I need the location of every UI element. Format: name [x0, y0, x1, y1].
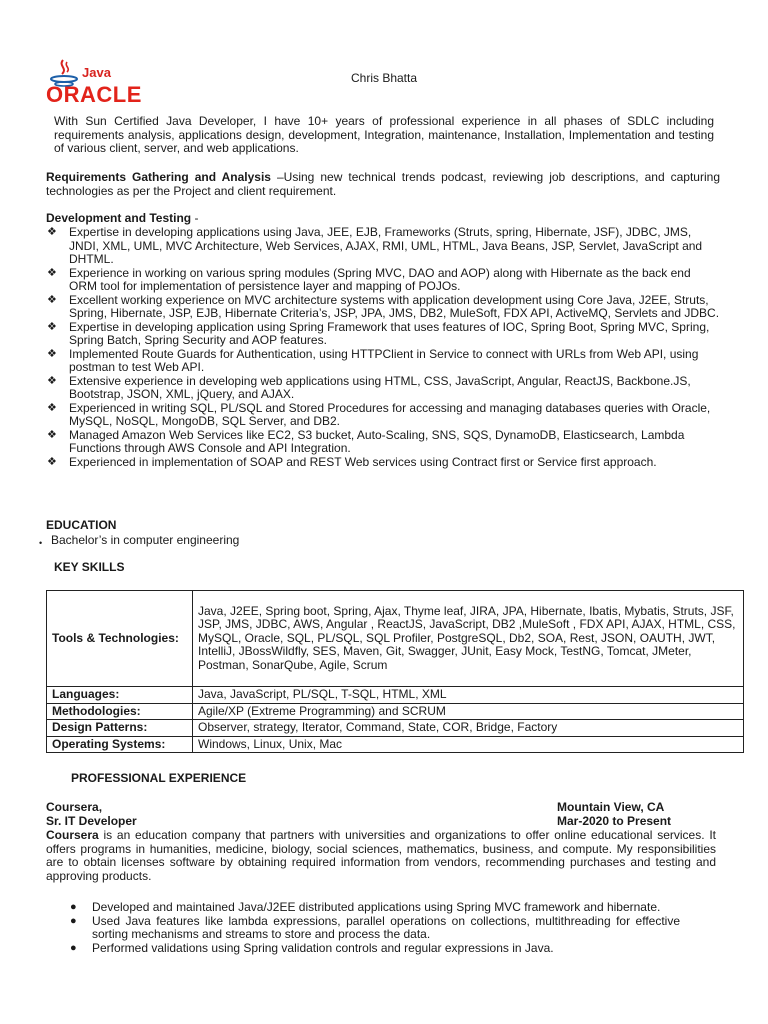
skills-table	[46, 590, 744, 753]
experience-heading: PROFESSIONAL EXPERIENCE	[71, 771, 247, 785]
diamond-bullet-icon: ❖	[47, 455, 57, 468]
dot-bullet-icon: ●	[70, 901, 77, 913]
bullet-icon: •	[39, 538, 43, 548]
list-item: ❖ Expertise in developing applications using Java, JEE, EJB, Frameworks (Struts, spring, Hibernate, JSF), JDBC, JMS, JNDI, XML, UML, MVC Architecture, Web Services, AJAX, RMI, UML, HTML, Java Beans, JSP, Servlet, JavaScript and DHTML.	[47, 225, 703, 266]
development-heading: Development and Testing -	[46, 211, 199, 225]
skill-value: Java, J2EE, Spring boot, Spring, Ajax, Thyme leaf, JIRA, JPA, Hibernate, Ibatis, Mybatis, Struts, JSF, JSP, JMS, JDBC, AWS, Angular , ReactJS, JavaScript, DB2 ,MuleSoft , FDX API, AJAX, HTML, CSS, MySQL, Oracle, SQL, PL/SQL, SQL Profiler, PostgreSQL, Db2, SOA, Rest, JSON, OAUTH, JWT, IntelliJ, JBossWildfly, SES, Maven, Git, Swagger, JUnit, Easy Mock, TestNG, Tomcat, JMeter, Postman, SonarQube, Agile, Scrum	[193, 591, 744, 687]
table-row	[47, 720, 744, 737]
list-item: ❖ Experience in working on various spring modules (Spring MVC, DAO and AOP) along with Hibernate as the back end ORM tool for implementation of persistence layer and mapping of POJOs.	[47, 265, 691, 293]
candidate-name: Chris Bhatta	[350, 71, 418, 85]
list-item: ❖ Experienced in writing SQL, PL/SQL and Stored Procedures for accessing and managing databases queries with Oracle, MySQL, NoSQL, MongoDB, SQL Server, and DB2.	[47, 400, 711, 428]
diamond-bullet-icon: ❖	[47, 401, 57, 414]
requirements-text: –Using new technical trends podcast, reviewing job descriptions, and capturing technologies as per the Project and client requirement.	[46, 170, 720, 198]
skill-label: Design Patterns:	[47, 720, 193, 737]
skill-value: Agile/XP (Extreme Programming) and SCRUM	[193, 703, 744, 720]
list-item: ❖ Implemented Route Guards for Authentication, using HTTPClient in Service to connect with URLs from Web API, using postman to test Web API.	[47, 346, 699, 374]
company-location: Mountain View, CA	[557, 800, 665, 814]
key-skills-heading: KEY SKILLS	[54, 560, 125, 574]
company-name: Coursera,	[46, 800, 103, 814]
dot-bullet-icon: ●	[70, 914, 77, 927]
list-item: ❖ Expertise in developing application using Spring Framework that uses features of IOC, Spring Boot, Spring MVC, Spring, Spring Batch, Spring Security and AOP features.	[47, 319, 710, 347]
development-list	[46, 226, 720, 469]
job-role: Sr. IT Developer	[46, 814, 137, 828]
logo-java-text: Java	[82, 65, 111, 80]
list-item: ❖ Excellent working experience on MVC architecture systems with application development using Core Java, J2EE, Struts, Spring, Hibernate, JSP, EJB, Hibernate Criteria’s, JSP, JPA, JMS, DB2, MuleSoft, FDX API, ActiveMQ, Servlets and JDBC.	[47, 292, 720, 320]
table-row	[47, 703, 744, 720]
diamond-bullet-icon: ❖	[47, 293, 57, 306]
diamond-bullet-icon: ❖	[47, 428, 57, 441]
table-row	[47, 736, 744, 753]
skill-value: Windows, Linux, Unix, Mac	[193, 736, 744, 753]
table-row	[47, 687, 744, 704]
job-dates: Mar-2020 to Present	[557, 814, 672, 828]
skill-label: Methodologies:	[47, 703, 193, 720]
list-item: ❖ Managed Amazon Web Services like EC2, S3 bucket, Auto-Scaling, SNS, SQS, DynamoDB, Elasticsearch, Lambda Functions through AWS Console and API Integration.	[47, 427, 685, 455]
list-item: ❖ Experienced in implementation of SOAP and REST Web services using Contract first or Service first approach.	[47, 454, 657, 469]
skill-value: Java, JavaScript, PL/SQL, T-SQL, HTML, XML	[193, 687, 744, 704]
table-row	[47, 591, 744, 687]
skill-label: Tools & Technologies:	[47, 591, 193, 687]
list-item: ● Used Java features like lambda expressions, parallel operations on collections, multithreading for effective sorting mechanisms and streams to store and process the data.	[70, 913, 680, 941]
education-item: Bachelor’s in computer engineering	[51, 533, 240, 547]
diamond-bullet-icon: ❖	[47, 266, 57, 279]
diamond-bullet-icon: ❖	[47, 320, 57, 333]
requirements-heading: Requirements Gathering and Analysis	[46, 170, 271, 184]
education-heading: EDUCATION	[46, 518, 117, 532]
requirements-paragraph	[46, 171, 720, 198]
skill-label: Languages:	[47, 687, 193, 704]
list-item: ● Developed and maintained Java/J2EE distributed applications using Spring MVC framework and hibernate.	[70, 900, 661, 914]
company-description: Coursera is an education company that partners with universities and organizations to offer online educational services. It offers programs in humanities, medicine, biology, social sciences, mathematics, business, and compute. My responsibilities are to obtain licenses software by obtaining required information from vendors, recommending purchases and testing and approving products.	[46, 828, 716, 883]
diamond-bullet-icon: ❖	[47, 374, 57, 387]
skill-value: Observer, strategy, Iterator, Command, State, COR, Bridge, Factory	[193, 720, 744, 737]
dot-bullet-icon: ●	[70, 941, 77, 954]
logo-oracle-text: ORACLE	[46, 82, 142, 107]
diamond-bullet-icon: ❖	[47, 347, 57, 360]
list-item: ❖ Extensive experience in developing web applications using HTML, CSS, JavaScript, Angular, ReactJS, Backbone.JS, Bootstrap, JSON, XML, jQuery, and AJAX.	[47, 373, 691, 401]
list-item: ● Performed validations using Spring validation controls and regular expressions in Java.	[70, 940, 554, 955]
responsibility-list	[70, 901, 680, 955]
summary-paragraph: With Sun Certified Java Developer, I have 10+ years of professional experience in all phases of SDLC including requirements analysis, applications design, development, Integration, maintenance, Installation, Implementation and testing of various client, server, and web applications.	[54, 114, 714, 155]
diamond-bullet-icon: ❖	[47, 226, 57, 238]
skill-label: Operating Systems:	[47, 736, 193, 753]
